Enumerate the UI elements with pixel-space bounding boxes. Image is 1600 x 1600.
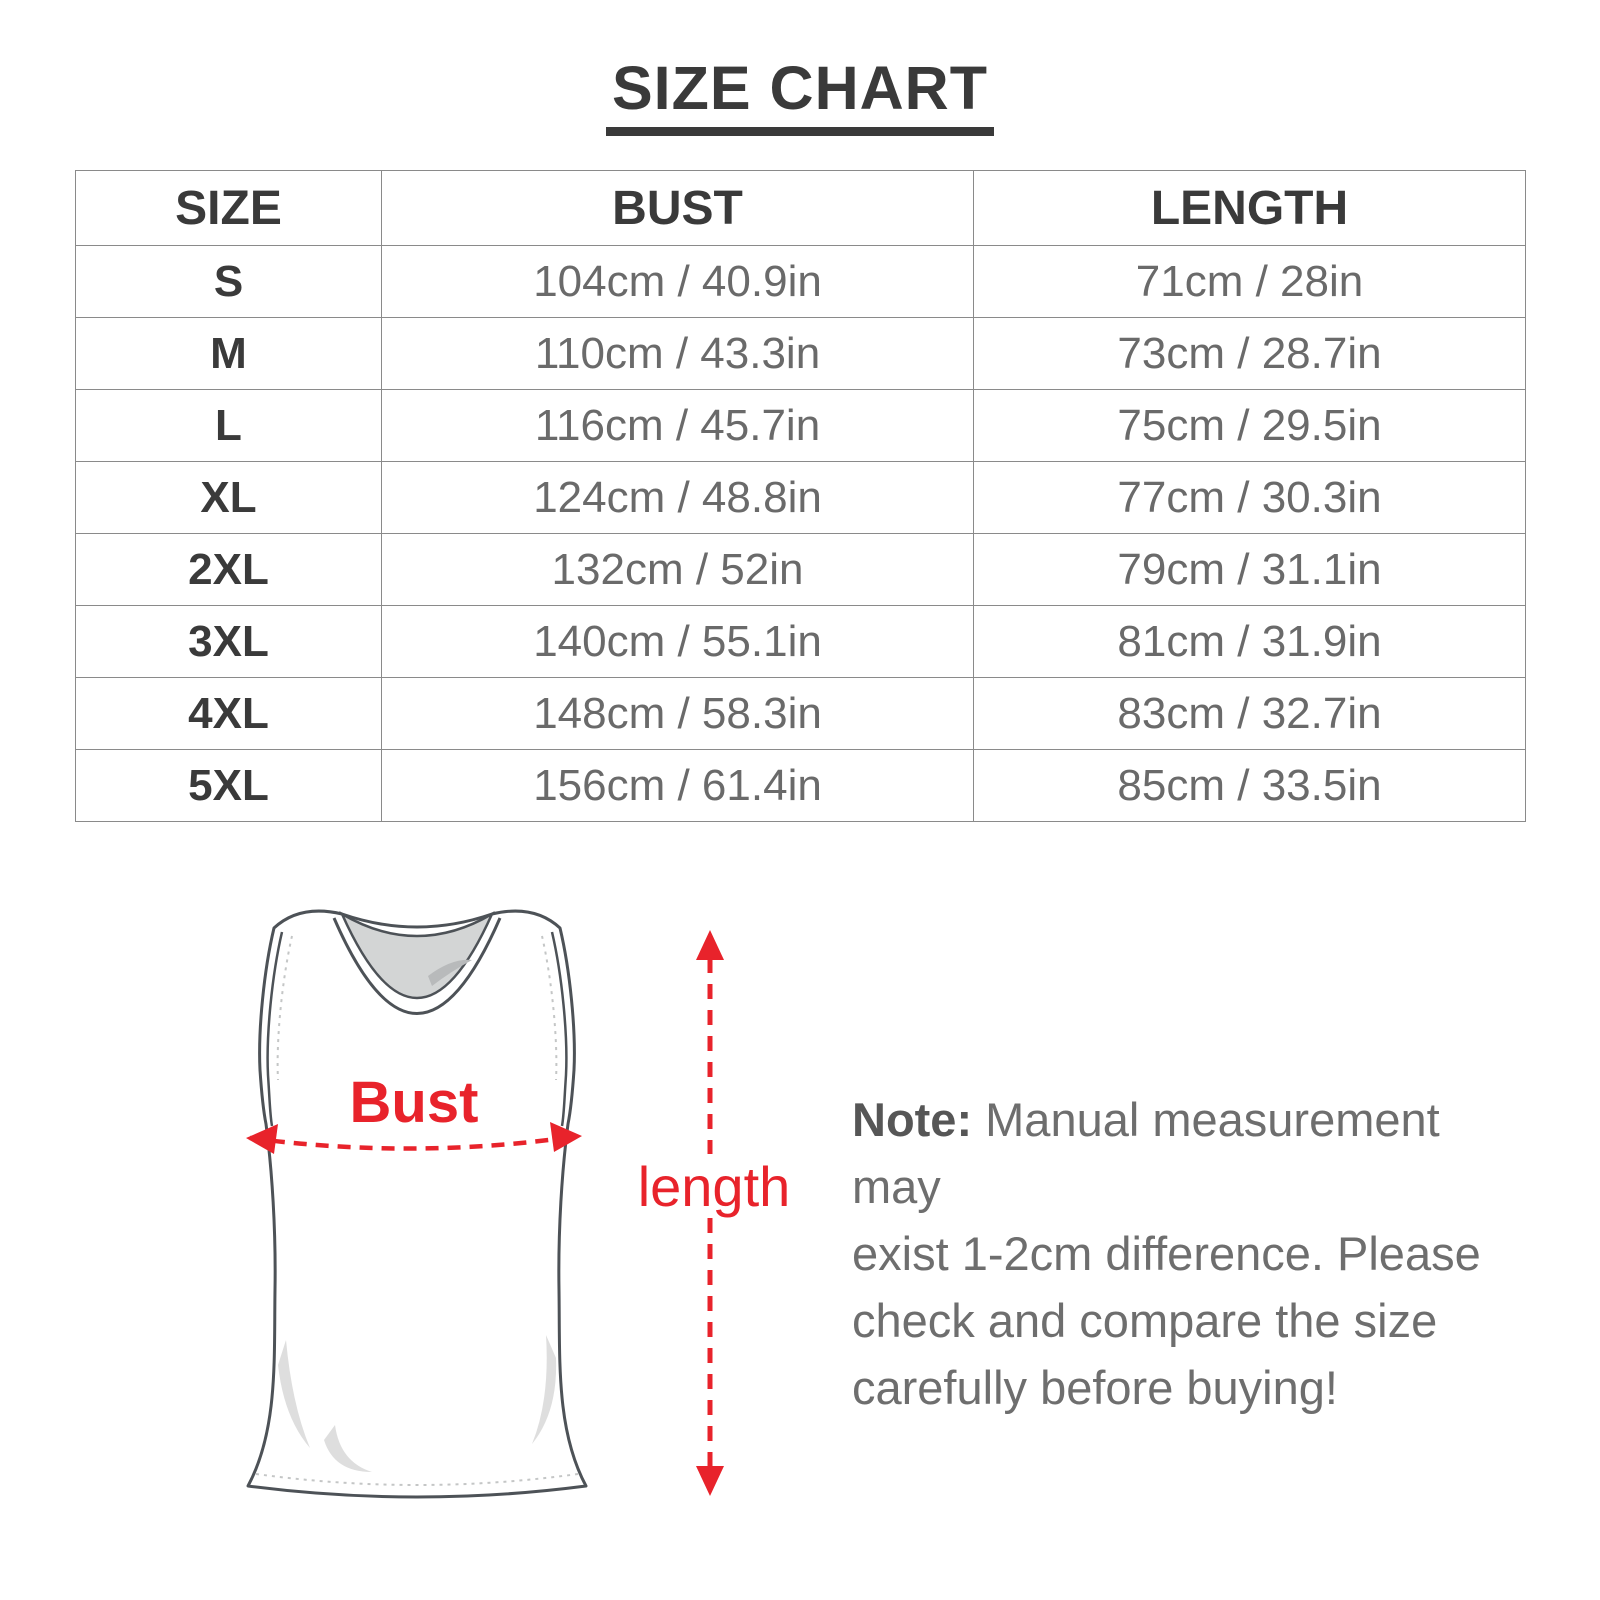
size-cell: 2XL [76,534,382,606]
note-line [852,1086,1492,1220]
length-cell: 77cm / 30.3in [974,462,1526,534]
header-length: LENGTH [974,171,1526,246]
bust-cell: 132cm / 52in [382,534,974,606]
size-cell: 4XL [76,678,382,750]
length-cell: 75cm / 29.5in [974,390,1526,462]
bust-cell: 140cm / 55.1in [382,606,974,678]
size-cell: 5XL [76,750,382,822]
header-bust: BUST [382,171,974,246]
header-size: SIZE [76,171,382,246]
length-label: length [637,1155,791,1218]
table-row [76,678,1526,750]
bust-cell: 110cm / 43.3in [382,318,974,390]
table-row [76,462,1526,534]
bust-cell: 124cm / 48.8in [382,462,974,534]
size-cell: XL [76,462,382,534]
size-cell: L [76,390,382,462]
bust-cell: 116cm / 45.7in [382,390,974,462]
note-line: check and compare the size [852,1294,1438,1347]
size-cell: M [76,318,382,390]
table-row [76,390,1526,462]
table-header-row [76,171,1526,246]
table-row [76,318,1526,390]
length-cell: 83cm / 32.7in [974,678,1526,750]
length-cell: 71cm / 28in [974,246,1526,318]
size-cell: 3XL [76,606,382,678]
length-cell: 85cm / 33.5in [974,750,1526,822]
note-line: carefully before buying! [852,1361,1338,1414]
title-underline [606,127,994,136]
page-title: SIZE CHART [612,54,988,122]
note-line-text: Manual measurement may [852,1093,1440,1213]
table-row [76,750,1526,822]
table-row [76,606,1526,678]
tank-top-illustration [220,870,800,1570]
bust-arrowhead-left [246,1124,278,1154]
length-arrowhead-bottom [696,1466,724,1496]
length-cell: 79cm / 31.1in [974,534,1526,606]
size-cell: S [76,246,382,318]
table-row [76,534,1526,606]
length-arrowhead-top [696,930,724,960]
length-cell: 73cm / 28.7in [974,318,1526,390]
note-line: exist 1-2cm difference. Please [852,1227,1481,1280]
length-cell: 81cm / 31.9in [974,606,1526,678]
note-label: Note: [852,1093,973,1146]
size-table [75,170,1526,822]
bust-cell: 156cm / 61.4in [382,750,974,822]
bust-cell: 148cm / 58.3in [382,678,974,750]
note-text [852,1086,1492,1421]
bust-cell: 104cm / 40.9in [382,246,974,318]
table-row [76,246,1526,318]
bust-label: Bust [349,1070,479,1135]
